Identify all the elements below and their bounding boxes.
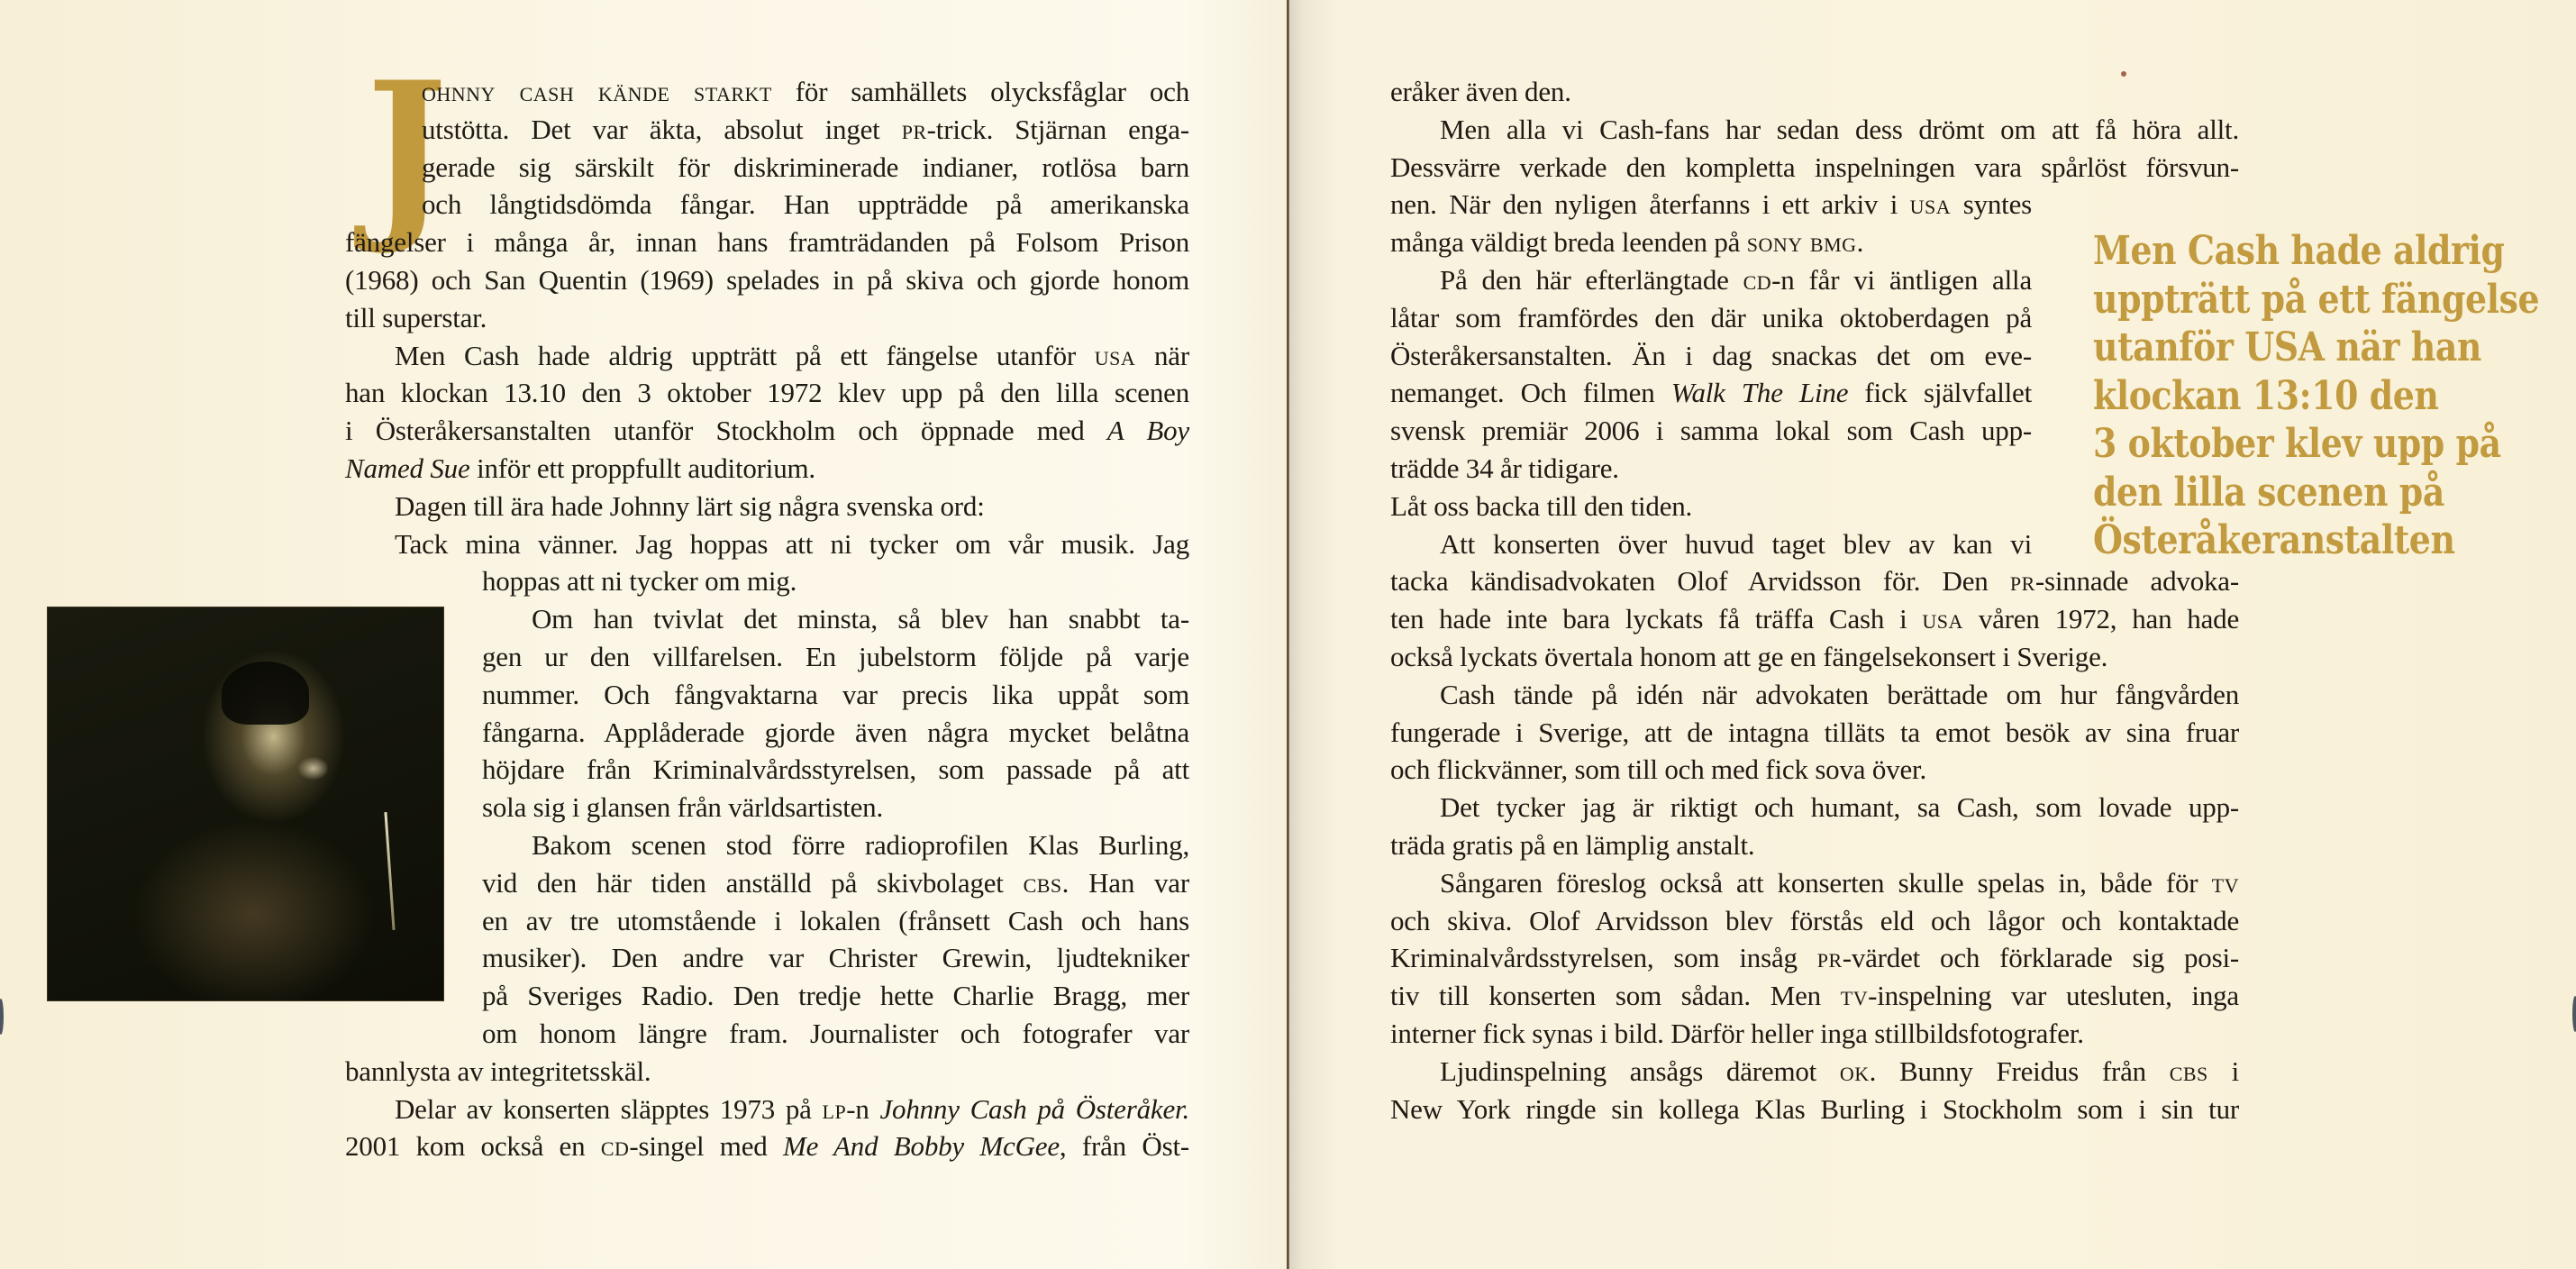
text-line <box>1390 864 2239 902</box>
text-line <box>345 450 1189 488</box>
text-line <box>482 638 1189 676</box>
text-run: , från Öst- <box>1059 1130 1189 1163</box>
text-line <box>1390 299 2032 337</box>
text-run: höjdare från Kriminalvårdsstyrelsen, som passade på att <box>482 753 1189 786</box>
text-run: Österåkersanstalten. Än i dag snackas det om eve- <box>1390 339 2032 371</box>
text-run: låtar som framfördes den där unika oktoberdagen på <box>1390 301 2032 333</box>
text-run: för samhällets olycksfåglar och <box>771 76 1189 107</box>
text-run: Om han tvivlat det minsta, så blev han snabbt ta- <box>532 603 1189 635</box>
small-caps-text: cbs <box>2169 1054 2208 1087</box>
text-line <box>1390 149 2239 187</box>
text-line <box>482 562 1189 600</box>
text-line <box>422 73 1189 111</box>
text-run: Tack mina vänner. Jag hoppas att ni tycker om vår musik. Jag <box>395 527 1189 560</box>
text-run: också lyckats övertala honom att ge en fängelsekonsert i Sverige. <box>1390 640 2108 672</box>
text-run: hoppas att ni tycker om mig. <box>482 565 797 598</box>
text-run: musiker). Den andre var Christer Grewin, ljudtekniker <box>482 942 1189 974</box>
pull-quote-line: utanför USA när han <box>2093 324 2482 370</box>
text-run: -inspelning var utesluten, inga <box>1868 980 2239 1012</box>
text-line <box>1390 224 2032 261</box>
photo-hair-shadow <box>222 662 309 725</box>
text-line <box>345 224 1189 261</box>
small-caps-text: lp <box>822 1092 847 1125</box>
text-run: . <box>1856 226 1864 259</box>
text-line <box>422 111 1189 149</box>
small-caps-text: usa <box>1922 603 1963 635</box>
text-line <box>345 412 1189 450</box>
small-caps-text: tv <box>1840 980 1869 1012</box>
text-line <box>1390 826 2239 864</box>
text-run: interner fick synas i bild. Därför heller inga stillbildsfotografer. <box>1390 1017 2084 1049</box>
small-caps-text: sony bmg <box>1746 226 1857 259</box>
text-line <box>482 939 1189 977</box>
italic-title: Walk The Line <box>1670 377 1849 409</box>
text-run: svensk premiär 2006 i samma lokal som Cash upp- <box>1390 415 2032 447</box>
text-line <box>1390 1015 2239 1053</box>
small-caps-text: pr <box>1816 942 1843 974</box>
text-run: och långtidsdömda fångar. Han uppträdde på amerikanska <box>422 188 1189 221</box>
text-run: gerade sig särskilt för diskriminerade indianer, rotlösa barn <box>422 151 1189 183</box>
pull-quote-line: 3 oktober klev upp på <box>2093 421 2501 467</box>
text-run: utstötta. Det var äkta, absolut inget <box>422 113 902 145</box>
text-run: Bakom scenen stod förre radioprofilen Klas Burling, <box>532 828 1189 861</box>
pull-quote-line: uppträtt på ett fängelse <box>2093 276 2540 323</box>
text-line <box>1390 450 2032 488</box>
pull-quote-line: klockan 13:10 den <box>2093 372 2439 419</box>
text-run: New York ringde sin kollega Klas Burling i Stockholm som i sin tur <box>1390 1092 2239 1125</box>
text-line <box>482 1015 1189 1053</box>
text-line <box>1390 789 2239 826</box>
text-run: och skiva. Olof Arvidsson blev förstås eld och lågor och kontaktade <box>1390 904 2239 936</box>
text-line <box>422 186 1189 224</box>
text-line <box>482 600 1189 638</box>
text-run: Det tycker jag är riktigt och humant, sa Cash, som lovade upp- <box>1440 791 2239 824</box>
text-line <box>1390 751 2239 789</box>
text-run: . Bunny Freidus från <box>1869 1054 2170 1087</box>
text-line <box>1390 374 2032 412</box>
text-run: syntes <box>1951 188 2033 221</box>
text-line <box>482 714 1189 752</box>
text-run: när <box>1135 339 1189 371</box>
text-run: eråker även den. <box>1390 76 1571 107</box>
text-run: nummer. Och fångvaktarna var precis lika uppåt som <box>482 678 1189 710</box>
text-run: tacka kändisadvokaten Olof Arvidsson för. Den <box>1390 565 2010 598</box>
text-line <box>345 525 1189 563</box>
text-line <box>482 826 1189 864</box>
text-line <box>1390 412 2032 450</box>
text-line <box>1390 186 2032 224</box>
text-run: vid den här tiden anställd på skivbolaget <box>482 866 1024 899</box>
text-run: Låt oss backa till den tiden. <box>1390 489 1693 522</box>
pull-quote <box>2093 227 2544 565</box>
text-run: om honom längre fram. Journalister och fotografer var <box>482 1017 1189 1049</box>
text-line <box>482 751 1189 789</box>
text-line <box>482 864 1189 902</box>
text-run: bannlysta av integritetsskäl. <box>345 1054 651 1087</box>
small-caps-text: pr <box>2009 565 2035 598</box>
small-caps-text: ohnny cash kände starkt <box>422 76 772 107</box>
text-run: och flickvänner, som till och med fick sova över. <box>1390 753 1927 786</box>
text-run: Ljudinspelning ansågs däremot <box>1440 1054 1840 1087</box>
text-line <box>1390 73 2239 111</box>
small-caps-text: cd <box>600 1130 630 1163</box>
text-line <box>345 337 1189 375</box>
text-run: Dessvärre verkade den kompletta inspelningen vara spårlöst försvun- <box>1390 151 2239 183</box>
pull-quote-line: Österåkeranstalten <box>2093 517 2455 563</box>
small-caps-text: cbs <box>1023 866 1062 899</box>
text-run: träda gratis på en lämplig anstalt. <box>1390 828 1755 861</box>
text-line <box>482 977 1189 1015</box>
text-run: Delar av konserten släpptes 1973 på <box>395 1092 823 1125</box>
small-caps-text: pr <box>901 113 927 145</box>
text-run: Kriminalvårdsstyrelsen, som insåg <box>1390 942 1817 974</box>
text-run: . Han var <box>1061 866 1189 899</box>
text-run: Dagen till ära hade Johnny lärt sig några svenska ord: <box>395 489 985 522</box>
text-run: han klockan 13.10 den 3 oktober 1972 klev upp på den lilla scenen <box>345 377 1189 409</box>
text-line <box>1390 562 2239 600</box>
text-line <box>482 902 1189 940</box>
text-line <box>1390 1053 2239 1091</box>
text-run: i Österåkersanstalten utanför Stockholm och öppnade med <box>345 415 1107 447</box>
text-line <box>1390 714 2239 752</box>
italic-title: Johnny Cash på Österåker. <box>879 1092 1190 1125</box>
text-line <box>1390 638 2239 676</box>
text-run: -n <box>846 1092 880 1125</box>
drop-cap: J <box>367 42 448 259</box>
text-run: många väldigt breda leenden på <box>1390 226 1747 259</box>
small-caps-text: usa <box>1094 339 1136 371</box>
text-run: till superstar. <box>345 301 487 333</box>
text-run: nen. När den nyligen återfanns i ett arkiv i <box>1390 188 1910 221</box>
text-run: -sinnade advoka- <box>2034 565 2239 598</box>
text-line <box>345 1053 1189 1091</box>
text-run: fängelser i många år, innan hans framträdanden på Folsom Prison <box>345 226 1189 259</box>
text-run: gen ur den villfarelsen. En jubelstorm följde på varje <box>482 640 1189 672</box>
text-run: inför ett proppfullt auditorium. <box>469 452 815 484</box>
text-run: 2001 kom också en <box>345 1130 601 1163</box>
text-run: en av tre utomstående i lokalen (frånsett Cash och hans <box>482 904 1189 936</box>
text-run: sola sig i glansen från världsartisten. <box>482 791 884 824</box>
text-run: på Sveriges Radio. Den tredje hette Charlie Bragg, mer <box>482 980 1189 1012</box>
small-caps-text: cd <box>1743 263 1772 296</box>
text-line <box>1390 261 2032 299</box>
text-run: i <box>2207 1054 2239 1087</box>
text-line <box>482 676 1189 714</box>
text-run: -trick. Stjärnan enga- <box>926 113 1189 145</box>
text-line <box>1390 337 2032 375</box>
text-run: På den här efterlängtade <box>1440 263 1743 296</box>
text-line <box>1390 902 2239 940</box>
text-line <box>1390 939 2239 977</box>
text-run: fungerade i Sverige, att de intagna tilläts ta emot besök av sina fruar <box>1390 716 2239 748</box>
page-edge-mark-right <box>2572 996 2576 1032</box>
text-run: Men alla vi Cash-fans har sedan dess drömt om att få höra allt. <box>1440 113 2239 145</box>
text-run: -n får vi äntligen alla <box>1771 263 2032 296</box>
small-caps-text: usa <box>1909 188 1952 221</box>
text-run: våren 1972, han hade <box>1962 603 2240 635</box>
text-run: Sångaren föreslog också att konserten skulle spelas in, både för <box>1440 866 2212 899</box>
small-caps-text: tv <box>2211 866 2239 899</box>
text-line <box>345 261 1189 299</box>
text-run: -singel med <box>629 1130 783 1163</box>
text-line <box>345 1091 1189 1128</box>
text-run: Cash tände på idén när advokaten berättade om hur fångvården <box>1440 678 2239 710</box>
italic-title: A Boy <box>1106 415 1189 447</box>
text-line <box>1390 1091 2239 1128</box>
text-run: tiv till konserten som sådan. Men <box>1390 980 1841 1012</box>
text-run: Att konserten över huvud taget blev av kan vi <box>1440 527 2032 560</box>
text-line <box>345 299 1189 337</box>
pull-quote-line: den lilla scenen på <box>2093 469 2444 516</box>
left-body-text <box>345 42 1190 1165</box>
text-line <box>1390 600 2239 638</box>
text-line <box>1390 977 2239 1015</box>
text-line <box>1390 525 2032 563</box>
italic-title: Me And Bobby McGee <box>783 1130 1060 1163</box>
pull-quote-line: Men Cash hade aldrig <box>2093 228 2505 274</box>
text-line <box>345 488 1189 525</box>
text-run: fångarna. Applåderade gjorde även några mycket belåtna <box>482 716 1189 748</box>
text-run: Men Cash hade aldrig uppträtt på ett fängelse utanför <box>395 339 1095 371</box>
text-line <box>482 789 1189 826</box>
text-line <box>422 149 1189 187</box>
text-run: ten hade inte bara lyckats få träffa Cash i <box>1390 603 1923 635</box>
text-run: -värdet och förklarade sig posi- <box>1842 942 2239 974</box>
text-line <box>1390 111 2239 149</box>
text-line <box>345 374 1189 412</box>
text-run: trädde 34 år tidigare. <box>1390 452 1619 484</box>
text-run: (1968) och San Quentin (1969) spelades in på skiva och gjorde honom <box>345 263 1189 296</box>
small-caps-text: ok <box>1839 1054 1870 1087</box>
book-gutter <box>1287 0 1289 1269</box>
text-line <box>1390 676 2239 714</box>
text-run: nemanget. Och filmen <box>1390 377 1671 409</box>
text-line <box>345 1127 1189 1165</box>
italic-title: Named Sue <box>345 452 470 484</box>
text-run: fick självfallet <box>1848 377 2032 409</box>
